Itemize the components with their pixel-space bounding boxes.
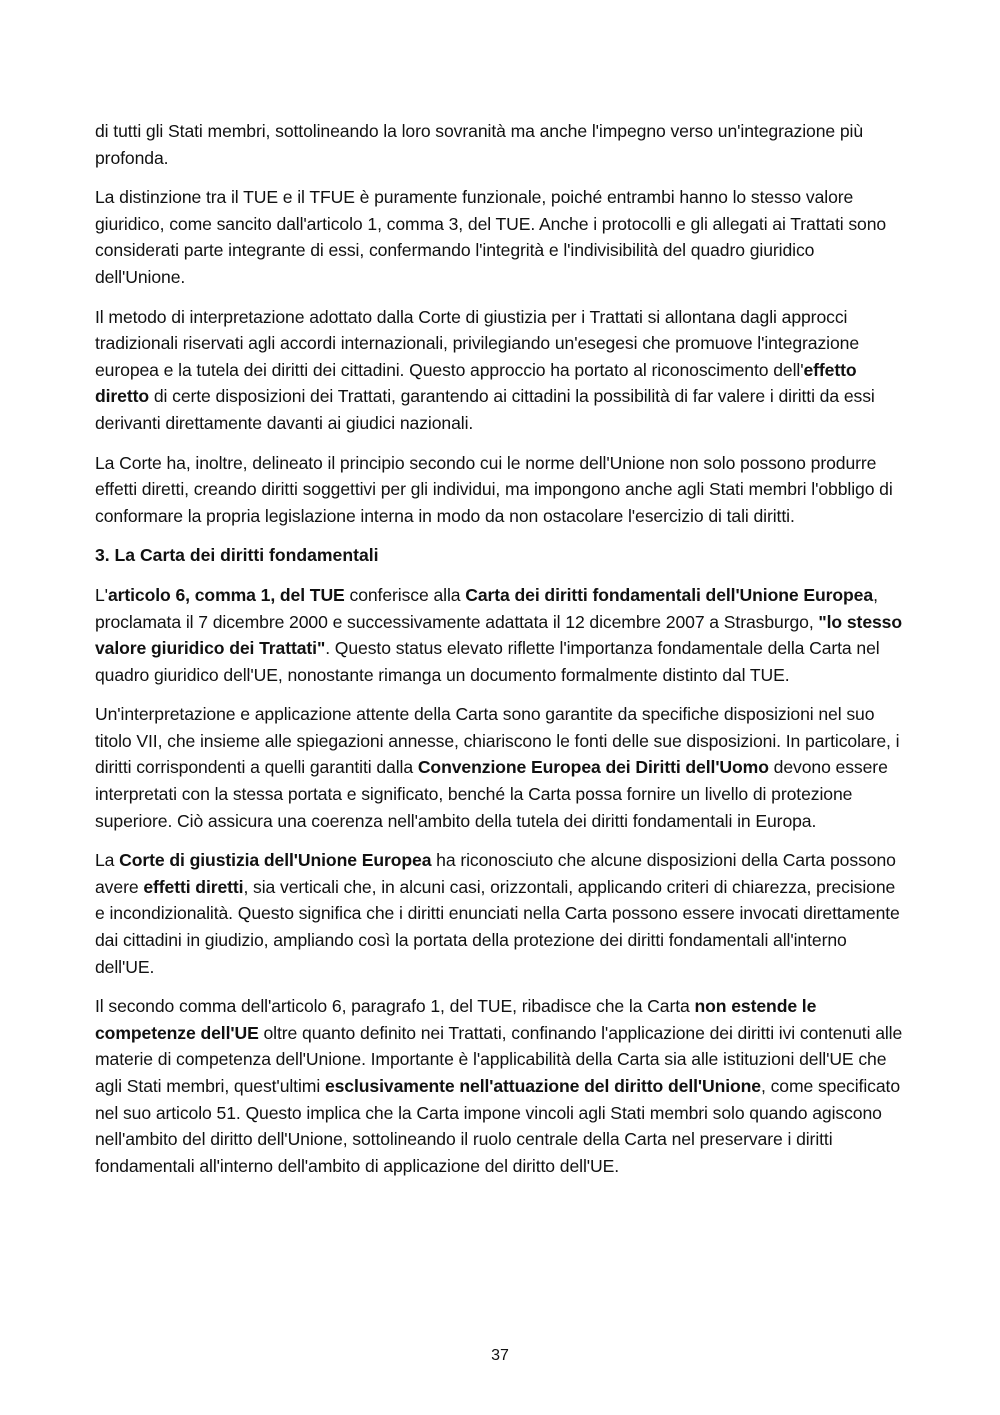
bold-text: effetti diretti xyxy=(143,876,244,897)
text-run: di certe disposizioni dei Trattati, garantendo ai cittadini la possibilità di far valere i diritti da essi derivanti direttamente davanti ai giudici nazionali. xyxy=(95,386,875,433)
paragraph xyxy=(95,450,907,530)
document-page xyxy=(95,118,907,1192)
text-run: Il metodo di interpretazione adottato dalla Corte di giustizia per i Trattati si allontana dagli approcci tradizionali riservati agli accordi internazionali, privilegiando un'esegesi che promuove l'integrazione europea e la tutela dei diritti dei cittadini. Questo approccio ha portato al riconoscimento dell' xyxy=(95,306,860,380)
paragraph xyxy=(95,582,907,688)
bold-text: "lo stesso valore giuridico dei Trattati" xyxy=(95,611,903,659)
paragraph xyxy=(95,118,907,171)
bold-text: Convenzione Europea dei Diritti dell'Uomo xyxy=(417,757,769,778)
text-run: La xyxy=(95,850,120,871)
text-run: L' xyxy=(95,584,108,605)
page-number: 37 xyxy=(491,1347,509,1364)
text-run: di tutti gli Stati membri, sottolineando la loro sovranità ma anche l'impegno verso un'integrazione più profonda. xyxy=(95,121,864,168)
paragraph xyxy=(95,184,907,290)
paragraph xyxy=(95,304,907,437)
text-run: conferisce alla xyxy=(344,584,466,605)
text-run: . Questo status elevato riflette l'importanza fondamentale della Carta nel quadro giuridico dell'UE, nonostante rimanga un documento formalmente distinto dal TUE. xyxy=(95,638,880,685)
text-run: , come specificato nel suo articolo 51. Questo implica che la Carta impone vincoli agli Stati membri solo quando agiscono nell'ambito del diritto dell'Unione, sottolineando il ruolo centrale della Carta nel preservare i diritti fondamentali all'interno dell'ambito di applicazione del diritto dell'UE. xyxy=(95,1076,901,1176)
text-run: , sia verticali che, in alcuni casi, orizzontali, applicando criteri di chiarezza, precisione e incondizionalità. Questo significa che i diritti enunciati nella Carta possono essere invocati direttamente dai cittadini in giudizio, ampliando così la portata della protezione dei diritti fondamentali all'interno dell'UE. xyxy=(95,876,900,977)
paragraph xyxy=(95,847,907,980)
paragraph xyxy=(95,993,907,1179)
text-run: Il secondo comma dell'articolo 6, paragrafo 1, del TUE, ribadisce che la Carta xyxy=(95,996,695,1017)
text-run: La Corte ha, inoltre, delineato il principio secondo cui le norme dell'Unione non solo possono produrre effetti diretti, creando diritti soggettivi per gli individui, ma impongono anche agli Stati membri l'obbligo di conformare la propria legislazione interna in modo da non ostacolare l'esercizio di tali diritti. xyxy=(95,452,893,526)
text-run: , proclamata il 7 dicembre 2000 e successivamente adattata il 12 dicembre 2007 a Strasburgo, xyxy=(95,584,878,632)
bold-text: effetto diretto xyxy=(95,359,857,407)
bold-text: esclusivamente nell'attuazione del diritto dell'Unione xyxy=(324,1076,761,1096)
paragraph xyxy=(95,701,907,834)
section-heading: 3. La Carta dei diritti fondamentali xyxy=(95,545,379,566)
bold-text: non estende le competenze dell'UE xyxy=(95,996,817,1043)
text-run: oltre quanto definito nei Trattati, confinando l'applicazione dei diritti ivi contenuti alle materie di competenza dell'Unione. Importante è l'applicabilità della Carta sia alle istituzioni dell'UE che agli Stati membri, quest'ultimi xyxy=(95,1022,903,1096)
text-run: devono essere interpretati con la stessa portata e significato, benché la Carta possa fornire un livello di protezione superiore. Ciò assicura una coerenza nell'ambito della tutela dei diritti fondamentali in Europa. xyxy=(95,757,888,831)
bold-text: articolo 6, comma 1, del TUE xyxy=(107,584,345,605)
text-run: La distinzione tra il TUE e il TFUE è puramente funzionale, poiché entrambi hanno lo stesso valore giuridico, come sancito dall'articolo 1, comma 3, del TUE. Anche i protocolli e gli allegati ai Trattati sono considerati parte integrante di essi, confermando l'integrità e l'indivisibilità del quadro giuridico dell'Unione. xyxy=(95,187,887,287)
text-run: Un'interpretazione e applicazione attente della Carta sono garantite da specifiche disposizioni nel suo titolo VII, che insieme alle spiegazioni annesse, chiariscono le fonti delle sue disposizioni. In particolare, i diritti corrispondenti a quelli garantiti dalla xyxy=(95,704,900,778)
text-run: ha riconosciuto che alcune disposizioni della Carta possono avere xyxy=(95,850,896,897)
bold-text: Carta dei diritti fondamentali dell'Unione Europea xyxy=(465,584,874,605)
bold-text: Corte di giustizia dell'Unione Europea xyxy=(119,850,432,871)
